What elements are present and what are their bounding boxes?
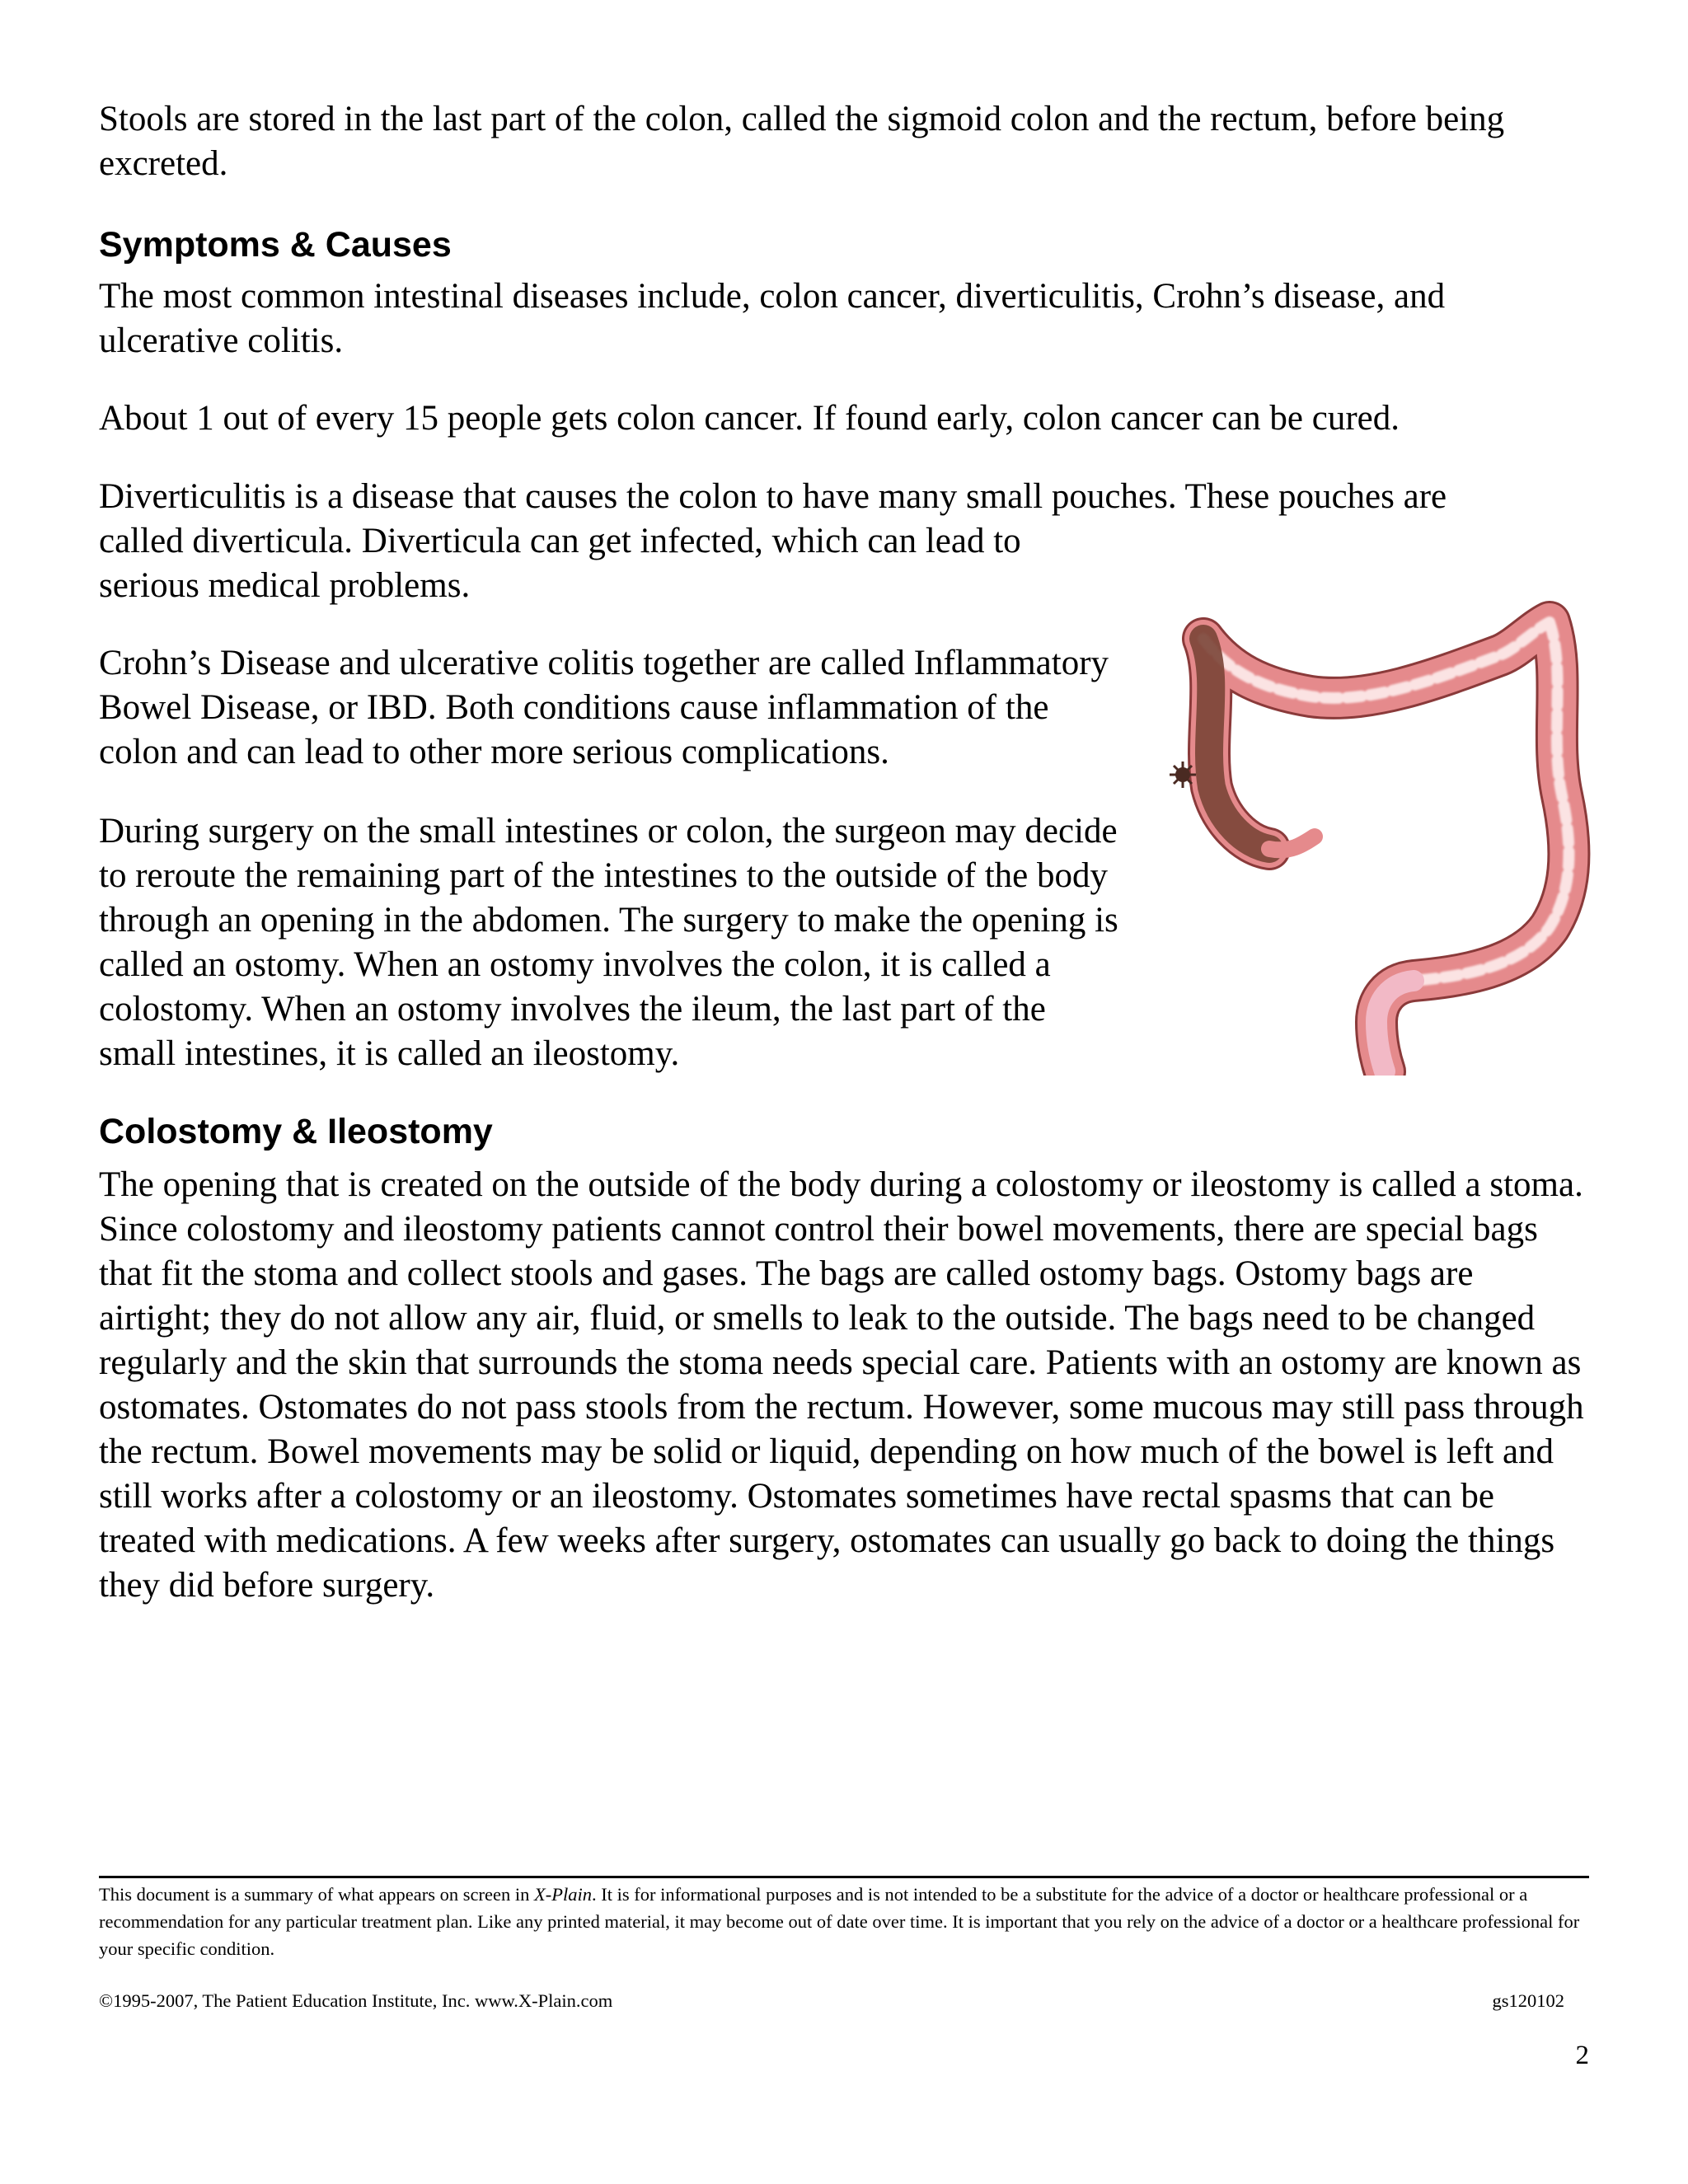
colon-body bbox=[1170, 622, 1568, 1071]
symptoms-paragraph-2: About 1 out of every 15 people gets colon cancer. If found early, colon cancer can be cured. bbox=[99, 399, 1400, 438]
symptoms-paragraph-1: The most common intestinal diseases include, colon cancer, diverticulitis, Crohn’s disease, and ulcerative colitis. bbox=[99, 277, 1446, 360]
disclaimer-pre: This document is a summary of what appears on screen in bbox=[99, 1884, 534, 1905]
page-number: 2 bbox=[1575, 2041, 1589, 2070]
footer-divider bbox=[99, 1876, 1589, 1878]
colon-illustration-icon bbox=[1104, 573, 1599, 1076]
symptoms-paragraph-4: Crohn’s Disease and ulcerative colitis together are called Inflammatory Bowel Disease, or IBD. Both conditions cause inflammation of the colon and can lead to other more serious complications. bbox=[99, 644, 1109, 771]
footer-disclaimer bbox=[99, 1881, 1589, 1962]
colostomy-paragraph: The opening that is created on the outside of the body during a colostomy or ileostomy is called a stoma. Since colostomy and ileostomy patients cannot control their bowel movements, there are special bags that fit the stoma and collect stools and gases. The bags are called ostomy bags. Ostomy bags are airtight; they do not allow any air, fluid, or smells to leak to the outside. The bags need to be changed regularly and the skin that surrounds the stoma needs special care. Patients with an ostomy are known as ostomates. Ostomates do not pass stools from the rectum. However, some mucous may still pass through the rectum. Bowel movements may be solid or liquid, depending on how much of the bowel is left and still works after a colostomy or an ileostomy. Ostomates sometimes have rectal spasms that can be treated with medications. A few weeks after surgery, ostomates can usually go back to doing the things they did before surgery. bbox=[99, 1165, 1584, 1605]
footer-document-code: gs120102 bbox=[1492, 1990, 1564, 2011]
intro-paragraph: Stools are stored in the last part of the colon, called the sigmoid colon and the rectum, before being excreted. bbox=[99, 100, 1505, 183]
colostomy-heading: Colostomy & Ileostomy bbox=[99, 1112, 493, 1151]
symptoms-paragraph-3-rest: called diverticula. Diverticula can get infected, which can lead to serious medical problems. bbox=[99, 522, 1021, 605]
document-page bbox=[99, 0, 1589, 2184]
symptoms-heading: Symptoms & Causes bbox=[99, 225, 452, 265]
disclaimer-brand: X-Plain bbox=[533, 1884, 592, 1905]
symptoms-paragraph-5: During surgery on the small intestines or colon, the surgeon may decide to reroute the remaining part of the intestines to the outside of the body through an opening in the abdomen. The surgery to make the opening is called an ostomy. When an ostomy involves the colon, it is called a colostomy. When an ostomy involves the ileum, the last part of the small intestines, it is called an ileostomy. bbox=[99, 812, 1118, 1073]
disclaimer-post: . It is for informational purposes and is not intended to be a substitute for the advice of a doctor or healthcare professional or a recommendation for any particular treatment plan. Like any printed material, it may become out of date over time. It is important that you rely on the advice of a doctor or a healthcare professional for your specific condition. bbox=[99, 1884, 1580, 1959]
symptoms-paragraph-3-line-1: Diverticulitis is a disease that causes the colon to have many small pouches. These pouches are bbox=[99, 477, 1447, 516]
footer-copyright: ©1995-2007, The Patient Education Institute, Inc. www.X-Plain.com bbox=[99, 1990, 613, 2011]
